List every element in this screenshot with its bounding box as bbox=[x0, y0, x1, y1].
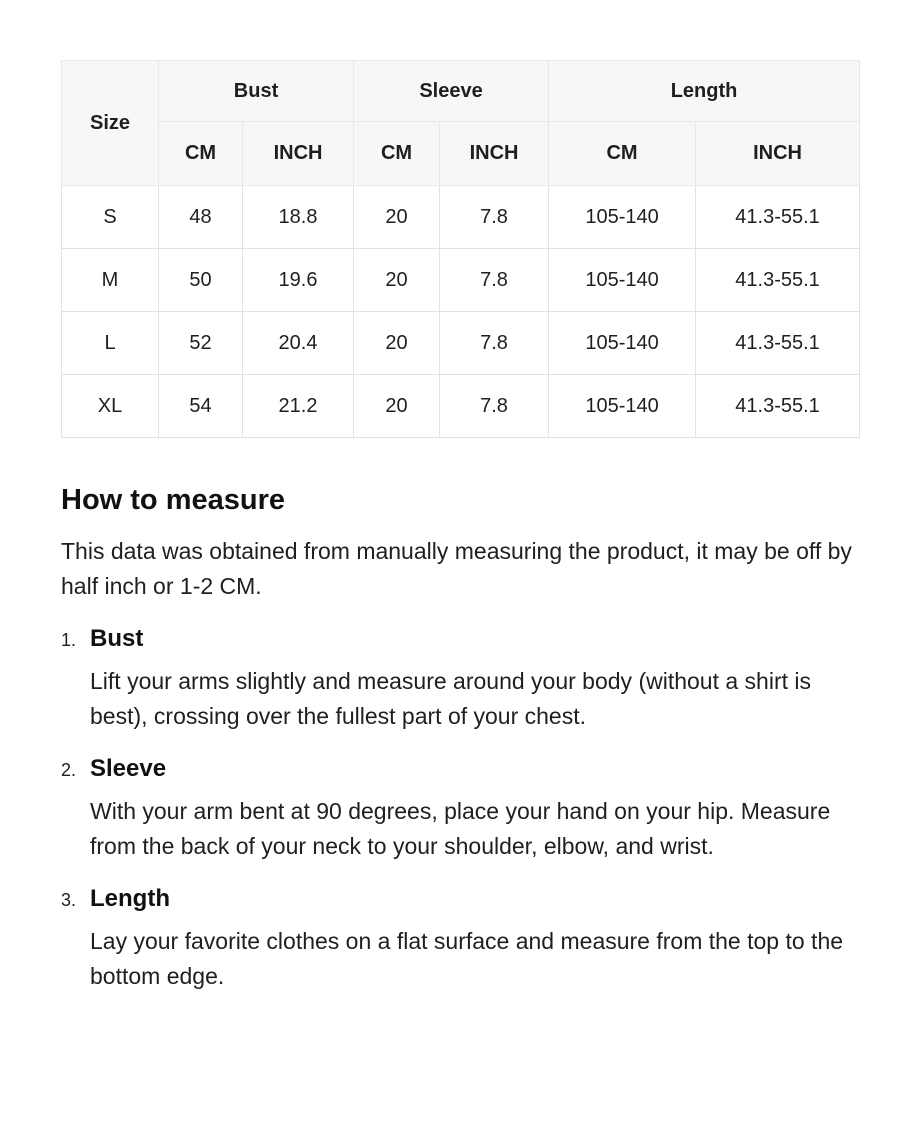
sleeve-cm-header: CM bbox=[354, 122, 440, 186]
measure-step-sleeve bbox=[61, 755, 859, 863]
size-cell: M bbox=[62, 249, 159, 312]
step-title: Length bbox=[90, 885, 170, 913]
table-row-l bbox=[62, 312, 860, 375]
length-inch-cell: 41.3-55.1 bbox=[696, 312, 860, 375]
table-row-m bbox=[62, 249, 860, 312]
header-group-row bbox=[62, 61, 860, 122]
size-chart-table bbox=[61, 60, 860, 438]
length-cm-cell: 105-140 bbox=[549, 375, 696, 438]
table-row-s bbox=[62, 186, 860, 249]
sleeve-cm-cell: 20 bbox=[354, 375, 440, 438]
step-title: Bust bbox=[90, 625, 144, 653]
bust-inch-cell: 19.6 bbox=[243, 249, 354, 312]
step-header bbox=[61, 755, 859, 783]
step-description: Lay your favorite clothes on a flat surface and measure from the top to the bottom edge. bbox=[90, 928, 844, 989]
size-cell: S bbox=[62, 186, 159, 249]
measure-step-bust bbox=[61, 625, 859, 733]
bust-inch-header: INCH bbox=[243, 122, 354, 186]
size-column-header: Size bbox=[62, 61, 159, 186]
sleeve-inch-cell: 7.8 bbox=[440, 186, 549, 249]
length-inch-cell: 41.3-55.1 bbox=[696, 375, 860, 438]
step-description: With your arm bent at 90 degrees, place your hand on your hip. Measure from the back of your neck to your shoulder, elbow, and wrist. bbox=[90, 798, 831, 859]
step-number: 3. bbox=[61, 890, 77, 911]
sleeve-cm-cell: 20 bbox=[354, 249, 440, 312]
bust-inch-cell: 20.4 bbox=[243, 312, 354, 375]
step-title: Sleeve bbox=[90, 755, 167, 783]
bust-cm-cell: 52 bbox=[159, 312, 243, 375]
length-inch-header: INCH bbox=[696, 122, 860, 186]
sleeve-inch-header: INCH bbox=[440, 122, 549, 186]
step-number: 1. bbox=[61, 630, 77, 651]
length-cm-header: CM bbox=[549, 122, 696, 186]
bust-cm-cell: 54 bbox=[159, 375, 243, 438]
bust-inch-cell: 21.2 bbox=[243, 375, 354, 438]
bust-cm-header: CM bbox=[159, 122, 243, 186]
sleeve-inch-cell: 7.8 bbox=[440, 375, 549, 438]
step-header bbox=[61, 625, 859, 653]
bust-cm-cell: 50 bbox=[159, 249, 243, 312]
step-header bbox=[61, 885, 859, 913]
size-cell: L bbox=[62, 312, 159, 375]
length-group-header: Length bbox=[549, 61, 860, 122]
sleeve-cm-cell: 20 bbox=[354, 312, 440, 375]
sleeve-group-header: Sleeve bbox=[354, 61, 549, 122]
bust-inch-cell: 18.8 bbox=[243, 186, 354, 249]
measure-disclaimer-text: This data was obtained from manually measuring the product, it may be off by half inch or 1-2 CM. bbox=[61, 538, 852, 599]
length-cm-cell: 105-140 bbox=[549, 186, 696, 249]
sleeve-inch-cell: 7.8 bbox=[440, 249, 549, 312]
size-cell: XL bbox=[62, 375, 159, 438]
length-inch-cell: 41.3-55.1 bbox=[696, 186, 860, 249]
sleeve-inch-cell: 7.8 bbox=[440, 312, 549, 375]
length-cm-cell: 105-140 bbox=[549, 312, 696, 375]
how-to-measure-heading: How to measure bbox=[61, 484, 285, 516]
length-inch-cell: 41.3-55.1 bbox=[696, 249, 860, 312]
measure-step-length bbox=[61, 885, 859, 993]
size-chart-header bbox=[62, 61, 860, 186]
header-unit-row bbox=[62, 122, 860, 186]
step-description: Lift your arms slightly and measure around your body (without a shirt is best), crossing over the fullest part of your chest. bbox=[90, 668, 811, 729]
sleeve-cm-cell: 20 bbox=[354, 186, 440, 249]
measure-steps-list bbox=[61, 625, 859, 993]
table-row-xl bbox=[62, 375, 860, 438]
step-number: 2. bbox=[61, 760, 77, 781]
length-cm-cell: 105-140 bbox=[549, 249, 696, 312]
bust-group-header: Bust bbox=[159, 61, 354, 122]
size-chart-body bbox=[62, 186, 860, 438]
bust-cm-cell: 48 bbox=[159, 186, 243, 249]
